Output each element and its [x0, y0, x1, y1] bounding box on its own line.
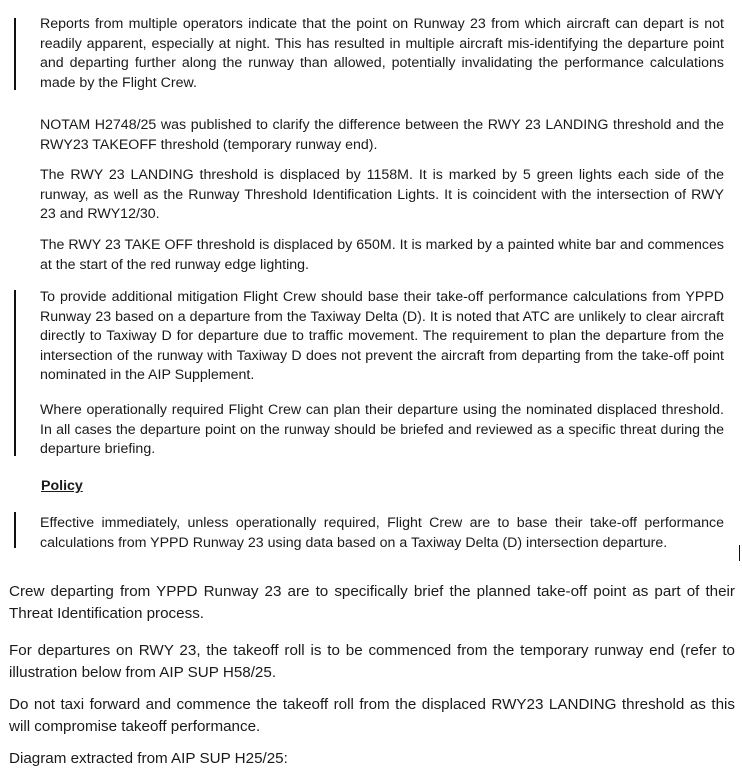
change-bar: [14, 18, 16, 90]
diagram-caption: Diagram extracted from AIP SUP H25/25:: [9, 750, 288, 767]
paragraph-notam: NOTAM H2748/25 was published to clarify the difference between the RWY 23 LANDING threshold and the RWY23 TAKEOFF threshold (temporary runway end).: [40, 117, 724, 153]
margin-change-mark: [739, 545, 740, 561]
paragraph-policy-statement: Effective immediately, unless operationally required, Flight Crew are to base their take-off performance calculations from YPPD Runway 23 using data based on a Taxiway Delta (D) intersection departure.: [40, 515, 724, 551]
paragraph-crew-briefing: Crew departing from YPPD Runway 23 are to specifically brief the planned take-off point as part of their Threat Identification process.: [9, 583, 735, 622]
paragraph-takeoff-roll: For departures on RWY 23, the takeoff roll is to be commenced from the temporary runway end (refer to illustration below from AIP SUP H58/25.: [9, 642, 735, 681]
paragraph-mitigation: To provide additional mitigation Flight Crew should base their take-off performance calculations from YPPD Runway 23 based on a departure from the Taxiway Delta (D). It is noted that ATC are unlikely to clear aircraft directly to Taxiway D for departure due to traffic movement. The requirement to plan the departure from the intersection of the runway with Taxiway D does not prevent the aircraft from departing from the take-off point nominated in the AIP Supplement.: [40, 289, 724, 384]
policy-heading: Policy: [41, 478, 83, 494]
paragraph-landing-threshold: The RWY 23 LANDING threshold is displaced by 1158M. It is marked by 5 green lights each side of the runway, as well as the Runway Threshold Identification Lights. It is coincident with the intersection of RWY 23 and RWY12/30.: [40, 167, 724, 223]
paragraph-no-taxi-forward: Do not taxi forward and commence the takeoff roll from the displaced RWY23 LANDING threshold as this will compromise takeoff performance.: [9, 696, 735, 735]
paragraph-takeoff-threshold: The RWY 23 TAKE OFF threshold is displaced by 650M. It is marked by a painted white bar and commences at the start of the red runway edge lighting.: [40, 237, 724, 273]
paragraph-operational-requirement: Where operationally required Flight Crew can plan their departure using the nominated displaced threshold. In all cases the departure point on the runway should be briefed and reviewed as a specific threat during the departure briefing.: [40, 402, 724, 458]
change-bar: [14, 290, 16, 456]
paragraph-operator-reports: Reports from multiple operators indicate that the point on Runway 23 from which aircraft can depart is not readily apparent, especially at night. This has resulted in multiple aircraft mis-identifying the departure point and departing further along the runway than allowed, potentially invalidating the performance calculations made by the Flight Crew.: [40, 16, 724, 91]
change-bar: [14, 512, 16, 548]
